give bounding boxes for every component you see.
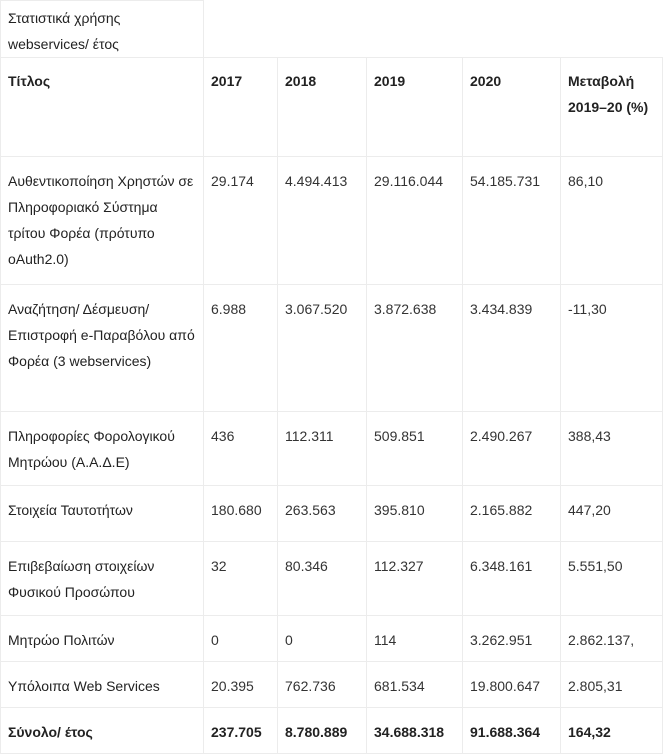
cell-2018: 4.494.413 [278, 157, 367, 285]
cell-2019: 114 [367, 616, 463, 662]
header-2018: 2018 [278, 58, 367, 157]
cell-2020: 2.490.267 [463, 412, 561, 486]
cell-2018: 263.563 [278, 486, 367, 542]
table-row [1, 285, 663, 412]
total-2019: 34.688.318 [367, 708, 463, 754]
row-label: Πληροφορίες Φορολογικού Μητρώου (Α.Α.Δ.Ε) [1, 412, 204, 486]
cell-2020: 3.434.839 [463, 285, 561, 412]
cell-change: 5.551,50 [561, 542, 663, 616]
cell-2020: 3.262.951 [463, 616, 561, 662]
row-label: Υπόλοιπα Web Services [1, 662, 204, 708]
cell-2019: 395.810 [367, 486, 463, 542]
table-caption: Στατιστικά χρήσης webservices/ έτος [1, 1, 204, 58]
cell-2017: 436 [204, 412, 278, 486]
caption-spacer [204, 1, 663, 58]
cell-2019: 509.851 [367, 412, 463, 486]
cell-2020: 6.348.161 [463, 542, 561, 616]
cell-2019: 681.534 [367, 662, 463, 708]
row-label: Επιβεβαίωση στοιχείων Φυσικού Προσώπου [1, 542, 204, 616]
cell-2018: 0 [278, 616, 367, 662]
cell-change: -11,30 [561, 285, 663, 412]
header-row [1, 58, 663, 157]
cell-2019: 3.872.638 [367, 285, 463, 412]
row-label: Στοιχεία Ταυτοτήτων [1, 486, 204, 542]
cell-2018: 762.736 [278, 662, 367, 708]
cell-2017: 180.680 [204, 486, 278, 542]
table-row [1, 486, 663, 542]
total-2020: 91.688.364 [463, 708, 561, 754]
cell-2017: 29.174 [204, 157, 278, 285]
caption-row [1, 1, 663, 58]
table-row [1, 542, 663, 616]
total-label: Σύνολο/ έτος [1, 708, 204, 754]
cell-2018: 112.311 [278, 412, 367, 486]
table-row [1, 412, 663, 486]
header-2020: 2020 [463, 58, 561, 157]
cell-2019: 29.116.044 [367, 157, 463, 285]
total-row [1, 708, 663, 754]
header-change: Μεταβολή 2019–20 (%) [561, 58, 663, 157]
header-2017: 2017 [204, 58, 278, 157]
cell-2017: 0 [204, 616, 278, 662]
table-row [1, 157, 663, 285]
header-title: Τίτλος [1, 58, 204, 157]
total-2018: 8.780.889 [278, 708, 367, 754]
cell-2018: 80.346 [278, 542, 367, 616]
cell-2017: 32 [204, 542, 278, 616]
header-2019: 2019 [367, 58, 463, 157]
cell-2017: 6.988 [204, 285, 278, 412]
cell-2020: 54.185.731 [463, 157, 561, 285]
cell-2020: 2.165.882 [463, 486, 561, 542]
cell-change: 86,10 [561, 157, 663, 285]
cell-2017: 20.395 [204, 662, 278, 708]
row-label: Μητρώο Πολιτών [1, 616, 204, 662]
cell-change: 2.862.137, [561, 616, 663, 662]
total-2017: 237.705 [204, 708, 278, 754]
cell-change: 447,20 [561, 486, 663, 542]
cell-2020: 19.800.647 [463, 662, 561, 708]
cell-2018: 3.067.520 [278, 285, 367, 412]
table-row [1, 616, 663, 662]
cell-change: 388,43 [561, 412, 663, 486]
total-change: 164,32 [561, 708, 663, 754]
row-label: Αυθεντικοποίηση Χρηστών σε Πληροφοριακό Σύστημα τρίτου Φορέα (πρότυπο oAuth2.0) [1, 157, 204, 285]
table-row [1, 662, 663, 708]
cell-change: 2.805,31 [561, 662, 663, 708]
row-label: Αναζήτηση/ Δέσμευση/ Επιστροφή e-Παραβόλου από Φορέα (3 webservices) [1, 285, 204, 412]
cell-2019: 112.327 [367, 542, 463, 616]
